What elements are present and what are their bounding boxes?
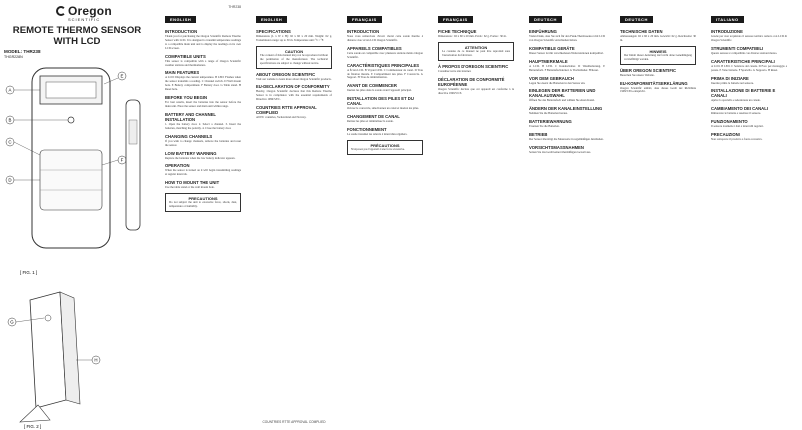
section-body: Thank you for purchasing the Oregon Scientific Remote Thermo Sensor with LCD. It is designed to transmit temperature readings to a compatible main unit and to display the readings on its own LCD screen. [165,34,241,50]
section-heading: CHANGING CHANNELS [165,133,213,139]
caution-box [620,46,696,65]
section-body: If you wish to change channels, remove the batteries and reset the sensor. [165,138,241,147]
section-heading: ABOUT OREGON SCIENTIFIC [256,71,316,77]
section-heading: HINWEIS [649,48,667,54]
caution-box [165,193,241,212]
cover-panel [0,0,160,430]
section-body: Nehmen Sie die Batterien heraus. [529,111,568,116]
model-number: MODEL: THR238 [4,49,41,54]
caution-box [438,42,514,61]
figure-2-label: [ FIG. 2 ] [24,424,42,429]
section-heading: BATTERY AND CHANNEL INSTALLATION [165,111,216,122]
manual-column-4 [438,8,514,428]
section-heading: COUNTRIES RTTE APPROVAL COMPLIED [256,105,317,116]
model-tag: THR238 [228,5,241,9]
section-body: La sonde transmet les relevés à intervalles réguliers. [347,132,408,137]
section-heading: ATTENTION [464,44,488,50]
language-tab: FRANÇAIS [438,16,473,23]
section-body: Dimensions : 92 x 60 x 20 mm. Poids : 62 g. Portée : 30 m. [438,34,507,38]
callout-b: B [8,117,12,123]
section-body: Aprire lo sportello e selezionare un canale. [711,98,761,103]
manual-column-1 [165,5,241,428]
section-body: Use the table stand or the wall mount hole. [165,185,215,190]
section-body: Der Sensor überträgt die Messwerte in regelmäßigen Abständen. [529,137,604,142]
section-heading: INTRODUCTION [347,29,380,34]
section-heading: VORSICHTSMASSNAHMEN [529,145,584,151]
callout-c: C [8,139,12,145]
language-tab: FRANÇAIS [347,16,382,23]
section-heading: EINLEGEN DER BATTERIEN UND KANALAUSWAHL [529,88,596,99]
section-body: Retirez les piles et réinitialisez la sonde. [347,119,394,124]
caution-box [256,46,332,69]
section-body: Non sottoporre il prodotto a forza eccessiva. [711,137,763,142]
section-body: Nous vous remercions d'avoir choisi cette sonde thermo à distance avec écran LCD Oregon Scientific. [347,34,423,42]
section-body: Le contenu de ce manuel ne peut être reproduit sans l'autorisation du fabricant. [442,48,510,57]
section-heading: CARATTERISTICHE PRINCIPALI [711,58,775,64]
section-heading: MAIN FEATURES [165,70,200,76]
section-body: All EU countries, Switzerland and Norway. [256,115,307,120]
section-heading: VOR DEM GEBRAUCH [529,75,574,81]
brand-subtitle: SCIENTIFIC [68,17,101,22]
section-body: Ersetzen Sie die Batterien. [529,124,560,129]
section-body: For best results, insert the batteries into the sensor before the main unit. Place the sensor and main unit within range. [165,100,241,108]
sensor-stand-illustration [20,292,80,422]
manual-column-6 [620,8,696,428]
section-heading: INSTALLAZIONE DI BATTERIE E CANALI [711,88,776,99]
section-heading: PRECAUTIONS [188,196,218,202]
callout-e: E [120,73,124,79]
section-heading: BATTERIEWARNUNG [529,119,572,125]
section-heading: HOW TO MOUNT THE UNIT [165,180,220,186]
section-heading: HAUPTMERKMALE [529,58,568,64]
section-body: Setzen Sie das Gerät keiner übermäßigen Gewalt aus. [529,150,591,155]
brand-name: Oregon [68,4,112,18]
section-heading: FONCTIONNEMENT [347,127,387,133]
callout-d: D [8,177,12,183]
callout-g: G [10,319,14,325]
section-heading: SPECIFICATIONS [256,29,291,34]
language-tab: ENGLISH [256,16,287,23]
section-body: Der Inhalt dieser Anleitung darf nicht ohne Genehmigung vervielfältigt werden. [624,52,692,61]
manual-column-3 [347,8,423,428]
language-tab: DEUTSCH [529,16,562,23]
section-body: A LCD. B LED. C Kanalschalter. D Wandhalterung. E Batteriefach. F Batteriefachdeckel. G Tischständer. H Reset. [529,63,605,72]
section-body: Legen Sie zuerst die Batterien in den Sensor ein. [529,80,586,85]
section-body: When the sensor is turned on it will begin transmitting readings at regular intervals. [165,168,241,177]
section-body: Insérez les piles dans la sonde avant l'appareil principal. [347,88,412,93]
section-heading: PRECAUZIONI [711,132,740,138]
section-heading: KOMPATIBLE GERÄTE [529,45,575,51]
section-body: Grazie per aver acquistato il sensore termico remoto con LCD di Oregon Scientific. [711,34,787,42]
section-heading: STRUMENTI COMPATIBILI [711,45,764,51]
language-tab: ENGLISH [165,16,196,23]
section-body: N'exposez pas l'appareil à une force excessive. [351,146,405,151]
section-heading: CARACTÉRISTIQUES PRINCIPALES [347,62,420,68]
section-heading: LOW BATTERY WARNING [165,150,217,156]
language-tab: DEUTSCH [620,16,653,23]
section-body: Öffnen Sie das Batteriefach und wählen Sie einen Kanal. [529,98,595,103]
sensor-front-illustration [32,68,110,248]
section-heading: INSTALLATION DES PILES ET DU CANAL [347,96,414,107]
section-heading: BEFORE YOU BEGIN [165,95,208,101]
section-body: Besuchen Sie unsere Website. [620,72,655,77]
section-body: Cette sonde est compatible avec plusieurs stations météo Oregon Scientific. [347,50,423,59]
section-heading: PRIMA DI INIZIARE [711,75,749,81]
manual-column-5 [529,8,605,428]
manual-column-7 [711,8,787,428]
section-body: A LCD: Displays the current temperature. B LED: Flashes when the sensor transmits a reading. C Channel switch. D Wall mount hole. E Battery compartment. F Battery door. G Table stand. H Reset hole. [165,75,241,92]
section-heading: APPAREILS COMPATIBLES [347,45,402,51]
title-line-1: REMOTE THERMO SENSOR [12,25,142,36]
document-title [2,25,152,47]
section-body: This sensor is compatible with a range of Oregon Scientific weather stations and thermometers. [165,58,241,67]
section-heading: EU-KONFORMITÄTSERKLÄRUNG [620,80,688,86]
section-body: Vielen Dank, dass Sie sich für den Funk-Thermosensor mit LCD von Oregon Scientific entschieden haben. [529,34,605,42]
section-body: A LCD. B LED. C Selettore del canale. D Foro per montaggio a parete. E Vano batterie. F Sportello. G Supporto. H Reset. [711,63,787,72]
section-body: Dimensions (L x W x H): 92 x 60 x 20 mm. Weight: 62 g. Transmission range: up to 30 m. Temperature unit: °C / °F. [256,34,332,42]
section-heading: CAMBIAMENTO DEI CANALI [711,106,768,112]
section-heading: TECHNISCHE DATEN [620,29,663,34]
section-body: Inserire prima le batterie nel sensore. [711,80,754,85]
callout-h: H [94,357,98,363]
section-heading: CHANGEMENT DE CANAL [347,114,400,120]
section-body: Ouvrez le couvercle, sélectionnez un canal et insérez les piles. [347,106,419,111]
caution-box [347,140,423,155]
section-heading: FUNZIONAMENTO [711,119,748,125]
language-tab: ITALIANO [711,16,744,23]
model-sub-number: THGR228N [4,55,23,59]
footer-note: COUNTRIES RTTE APPROVAL COMPLIED [262,420,326,424]
section-body: Consultez notre site internet. [438,68,472,73]
section-heading: DÉCLARATION DE CONFORMITÉ EUROPÉENNE [438,76,505,87]
section-body: Questo sensore è compatibile con diverse stazioni meteo. [711,50,778,55]
section-body: Replace the batteries when the low battery indicator appears. [165,155,236,160]
section-heading: OPERATION [165,163,190,169]
section-body: The content of this manual may not be reproduced without the permission of the manufacturer. The technical specifications are subject to change without notice. [260,52,328,65]
product-diagram [0,60,160,430]
manual-column-2 [256,8,332,428]
brand-logo [56,4,112,18]
section-heading: AVANT DE COMMENCER [347,83,397,89]
section-heading: INTRODUZIONE [711,29,743,34]
section-heading: EU-DECLARATION OF CONFORMITY [256,84,330,90]
callout-f: F [120,157,124,163]
figure-1-label: [ FIG. 1 ] [20,270,38,275]
section-body: A Écran LCD. B Voyant LED. C Commutateur de canal. D Trou de fixation murale. E Compartiment des piles. F Couvercle. G Support. H Trou de réinitialisation. [347,67,423,80]
section-heading: PRÉCAUTIONS [370,142,400,148]
section-heading: À PROPOS D'OREGON SCIENTIFIC [438,63,509,69]
section-heading: ÜBER OREGON SCIENTIFIC [620,67,677,73]
title-line-2: WITH LCD [53,36,101,47]
section-body: Visit our website to learn more about Oregon Scientific products. [256,76,332,81]
section-heading: ÄNDERN DER KANALEINSTELLUNG [529,106,603,112]
oregon-logo-icon [56,6,66,16]
section-body: Il sensore trasmette i dati a intervalli regolari. [711,124,764,129]
section-heading: INTRODUCTION [165,29,198,34]
section-heading: FICHE TECHNIQUE [438,29,477,34]
sensor-side-illustration [126,100,140,230]
section-heading: EINFÜHRUNG [529,29,557,34]
callout-a: A [8,87,12,93]
section-body: Dieser Sensor ist mit verschiedenen Wetterstationen kompatibel. [529,50,604,55]
section-body: Oregon Scientific erklärt, dass dieses Gerät der Richtlinie 1999/5/EG entspricht. [620,85,696,94]
section-heading: CAUTION [284,48,304,54]
section-body: Oregon Scientific déclare que cet appareil est conforme à la directive 1999/5/CE. [438,86,514,95]
section-body: 1. Open the battery door. 2. Select a channel. 3. Insert the batteries, matching the polarity. 4. Close the battery door. [165,121,241,130]
section-heading: COMPATIBLE UNITS [165,53,206,59]
section-body: Hereby, Oregon Scientific declares that this Remote Thermo Sensor is in compliance with the essential requirements of Directive 1999/5/EC. [256,89,332,102]
section-body: Do not subject the unit to excessive force, shock, dust, temperature or humidity. [169,200,237,209]
section-heading: BETRIEB [529,132,548,138]
section-body: Rimuovere le batterie e resettare il sensore. [711,111,762,116]
section-body: Abmessungen: 92 x 60 x 20 mm. Gewicht: 62 g. Reichweite: 30 m. [620,34,696,42]
